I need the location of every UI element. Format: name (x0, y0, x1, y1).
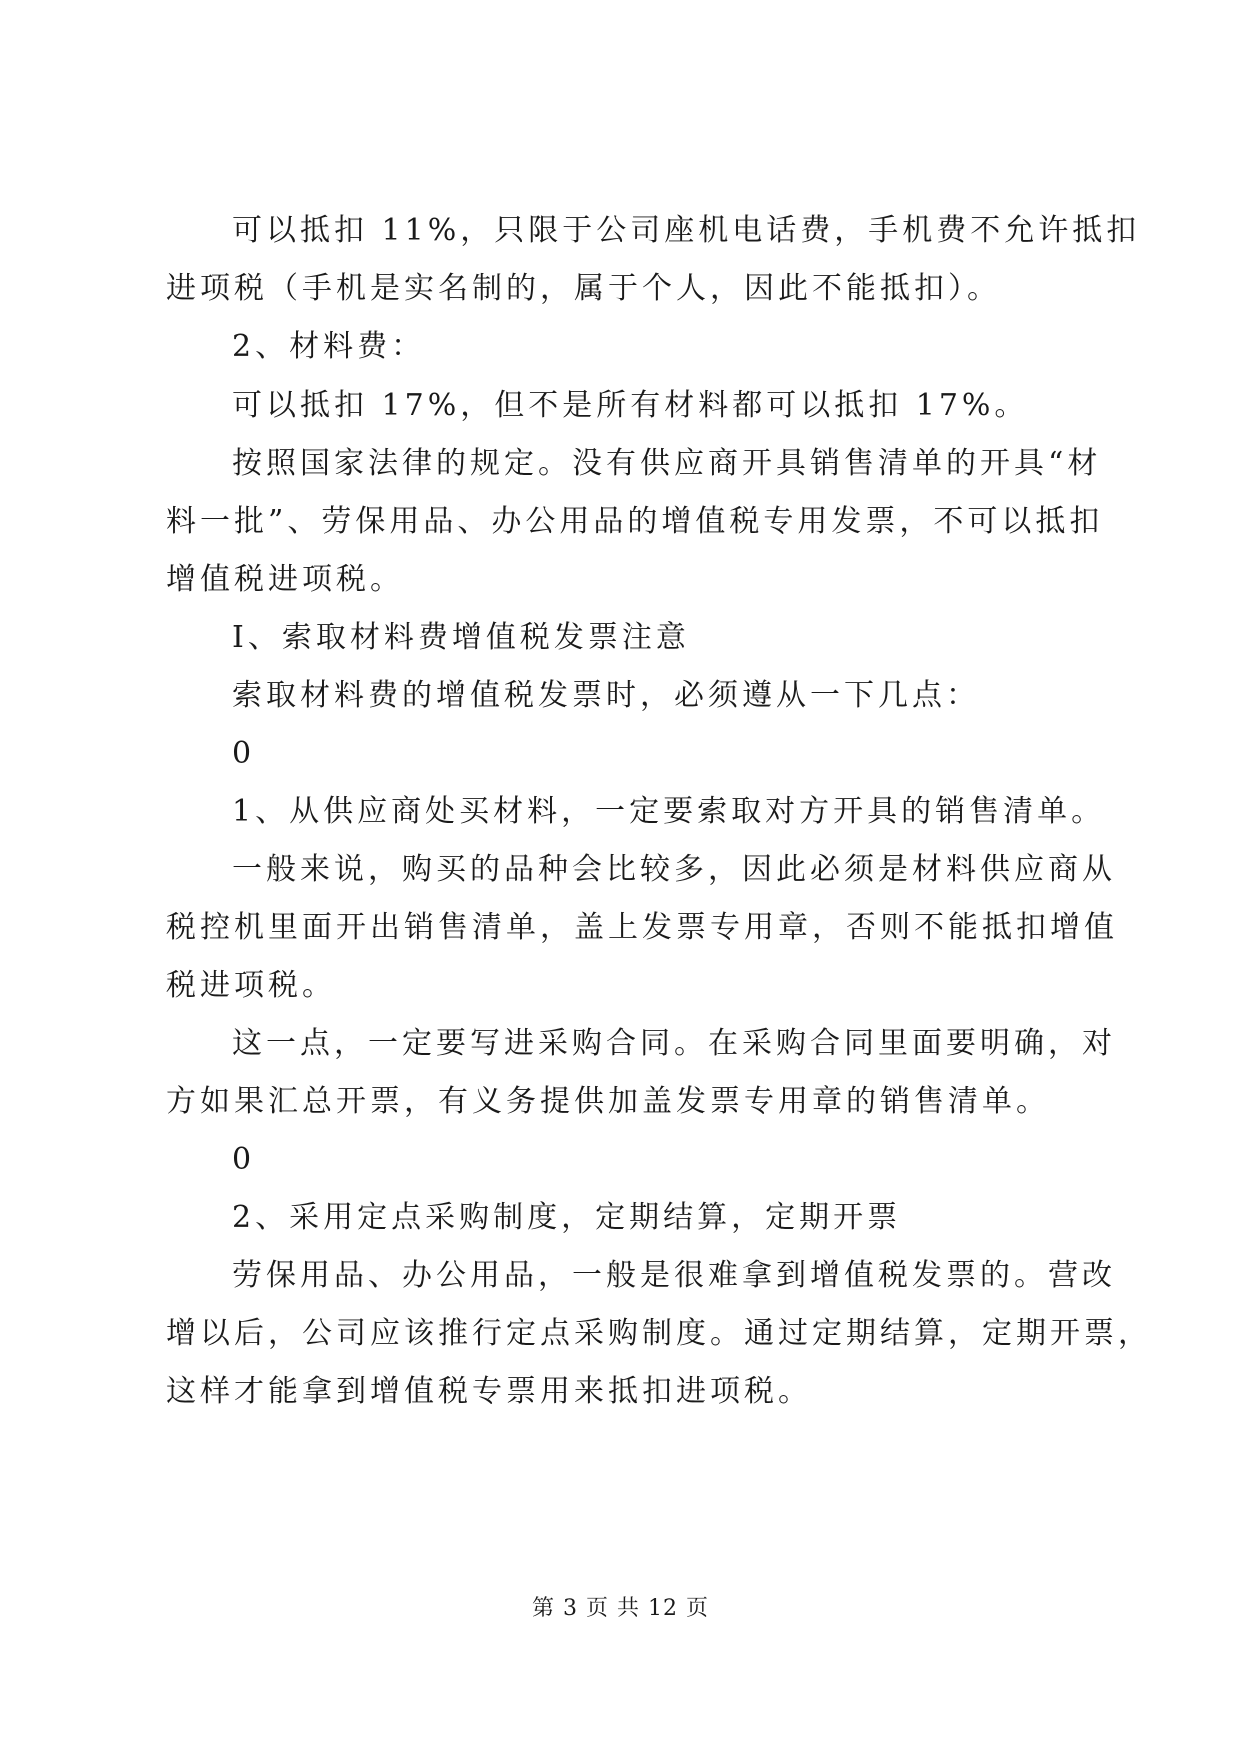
list-item: 2、采用定点采购制度，定期结算，定期开票 (232, 1200, 902, 1235)
paragraph-line: 可以抵扣 11%，只限于公司座机电话费，手机费不允许抵扣 (232, 213, 1141, 248)
page-footer: 第 3 页 共 12 页 (532, 1596, 709, 1621)
paragraph-line: 这一点，一定要写进采购合同。在采购合同里面要明确，对 (232, 1026, 1116, 1061)
paragraph-line: 增值税进项税。 (166, 562, 404, 597)
paragraph-line: 索取材料费的增值税发票时，必须遵从一下几点： (232, 678, 980, 713)
paragraph-line: 这样才能拿到增值税专票用来抵扣进项税。 (166, 1374, 812, 1409)
paragraph-line: 0 (232, 736, 256, 771)
section-heading: Ⅰ、索取材料费增值税发票注意 (232, 620, 690, 655)
paragraph-line: 劳保用品、办公用品，一般是很难拿到增值税发票的。营改 (232, 1258, 1116, 1293)
paragraph-line: 进项税（手机是实名制的，属于个人，因此不能抵扣）。 (166, 271, 1001, 306)
paragraph-line: 可以抵扣 17%，但不是所有材料都可以抵扣 17%。 (232, 388, 1029, 423)
paragraph-line: 料一批”、劳保用品、办公用品的增值税专用发票，不可以抵扣 (166, 504, 1104, 539)
list-item: 1、从供应商处买材料，一定要索取对方开具的销售清单。 (232, 794, 1106, 829)
paragraph-line: 一般来说，购买的品种会比较多，因此必须是材料供应商从 (232, 852, 1116, 887)
paragraph-line: 方如果汇总开票，有义务提供加盖发票专用章的销售清单。 (166, 1084, 1050, 1119)
section-heading: 2、材料费： (232, 329, 426, 364)
paragraph-line: 税控机里面开出销售清单，盖上发票专用章，否则不能抵扣增值 (166, 910, 1118, 945)
paragraph-line: 税进项税。 (166, 968, 336, 1003)
paragraph-line: 按照国家法律的规定。没有供应商开具销售清单的开具“材 (232, 446, 1102, 481)
paragraph-line: 0 (232, 1142, 256, 1177)
paragraph-line: 增以后，公司应该推行定点采购制度。通过定期结算，定期开票， (166, 1316, 1152, 1351)
